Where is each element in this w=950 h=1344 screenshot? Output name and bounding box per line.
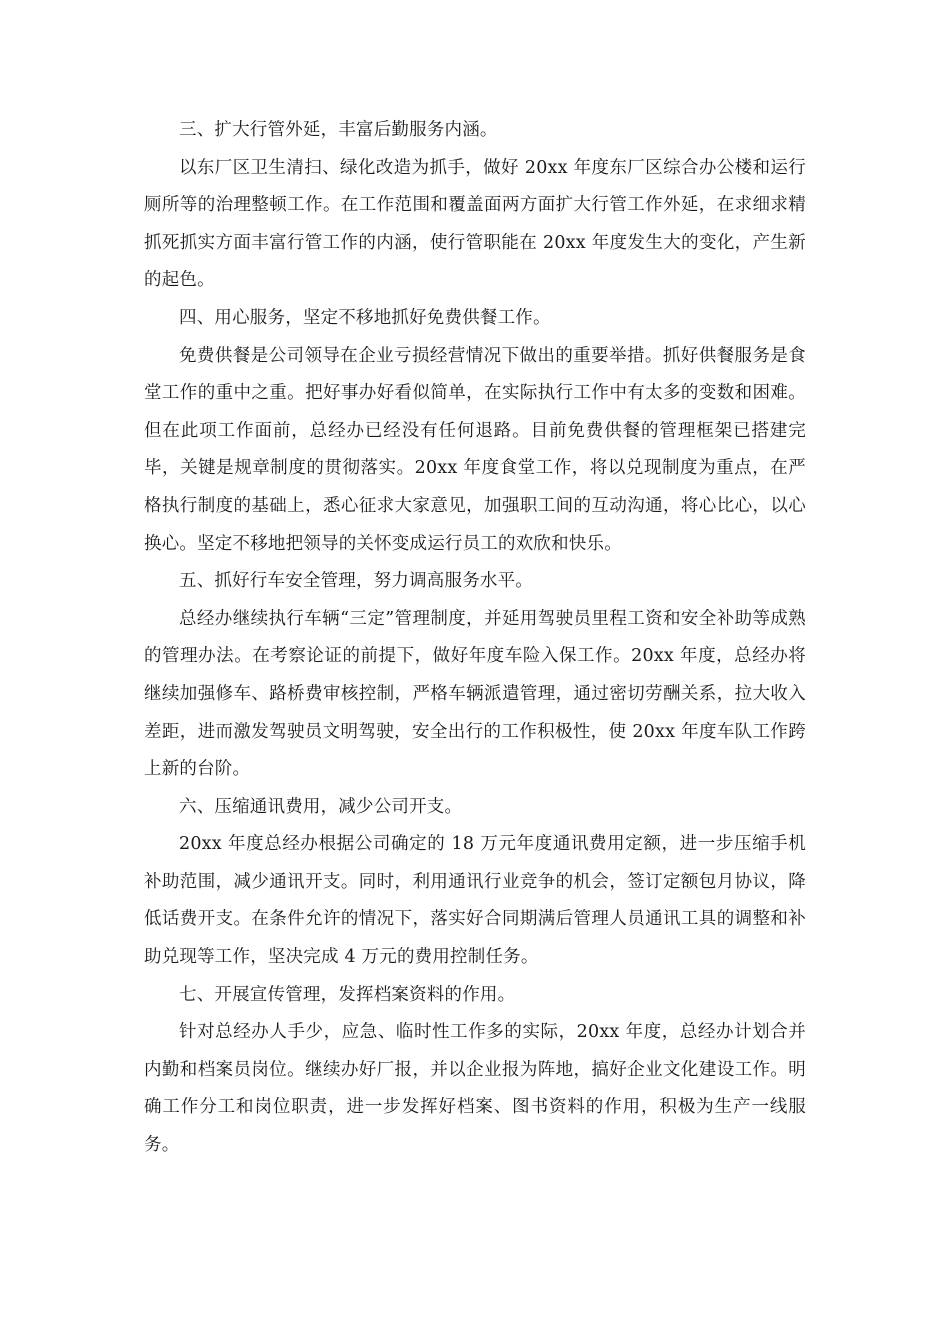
paragraph: 总经办继续执行车辆“三定”管理制度，并延用驾驶员里程工资和安全补助等成熟的管理办法。在考察论证的前提下，做好年度车险入保工作。20xx 年度，总经办将继续加强修车、路桥费审核控制，严格车辆派遣管理，通过密切劳酬关系，拉大收入差距，进而激发驾驶员文明驾驶，安全出行的工作积极性，使 20xx 年度车队工作跨上新的台阶。 [144, 608, 806, 780]
paragraph: 免费供餐是公司领导在企业亏损经营情况下做出的重要举措。抓好供餐服务是食堂工作的重中之重。把好事办好看似简单，在实际执行工作中有太多的变数和困难。但在此项工作面前，总经办已经没有任何退路。目前免费供餐的管理框架已搭建完毕，关键是规章制度的贯彻落实。20xx 年度食堂工作，将以兑现制度为重点，在严格执行制度的基础上，悉心征求大家意见，加强职工间的互动沟通，将心比心，以心换心。坚定不移地把领导的关怀变成运行员工的欢欣和快乐。 [144, 345, 806, 554]
document-page [144, 112, 806, 1165]
section-heading-4: 四、用心服务，坚定不移地抓好免费供餐工作。 [179, 307, 551, 328]
section-heading-5: 五、抓好行车安全管理，努力调高服务水平。 [179, 571, 533, 592]
section-heading-7: 七、开展宣传管理，发挥档案资料的作用。 [179, 984, 516, 1005]
section-heading-6: 六、压缩通讯费用，减少公司开支。 [179, 796, 463, 817]
paragraph: 20xx 年度总经办根据公司确定的 18 万元年度通讯费用定额，进一步压缩手机补助范围，减少通讯开支。同时，利用通讯行业竞争的机会，签订定额包月协议，降低话费开支。在条件允许的情况下，落实好合同期满后管理人员通讯工具的调整和补助兑现等工作，坚决完成 4 万元的费用控制任务。 [144, 834, 806, 968]
section-heading-3: 三、扩大行管外延，丰富后勤服务内涵。 [179, 120, 498, 140]
paragraph: 针对总经办人手少，应急、临时性工作多的实际，20xx 年度，总经办计划合并内勤和档案员岗位。继续办好厂报，并以企业报为阵地，搞好企业文化建设工作。明确工作分工和岗位职责，进一步发挥好档案、图书资料的作用，积极为生产一线服务。 [144, 1022, 806, 1156]
paragraph: 以东厂区卫生清扫、绿化改造为抓手，做好 20xx 年度东厂区综合办公楼和运行厕所等的治理整顿工作。在工作范围和覆盖面两方面扩大行管工作外延，在求细求精抓死抓实方面丰富行管工作的内涵，使行管职能在 20xx 年度发生大的变化，产生新的起色。 [144, 157, 806, 291]
